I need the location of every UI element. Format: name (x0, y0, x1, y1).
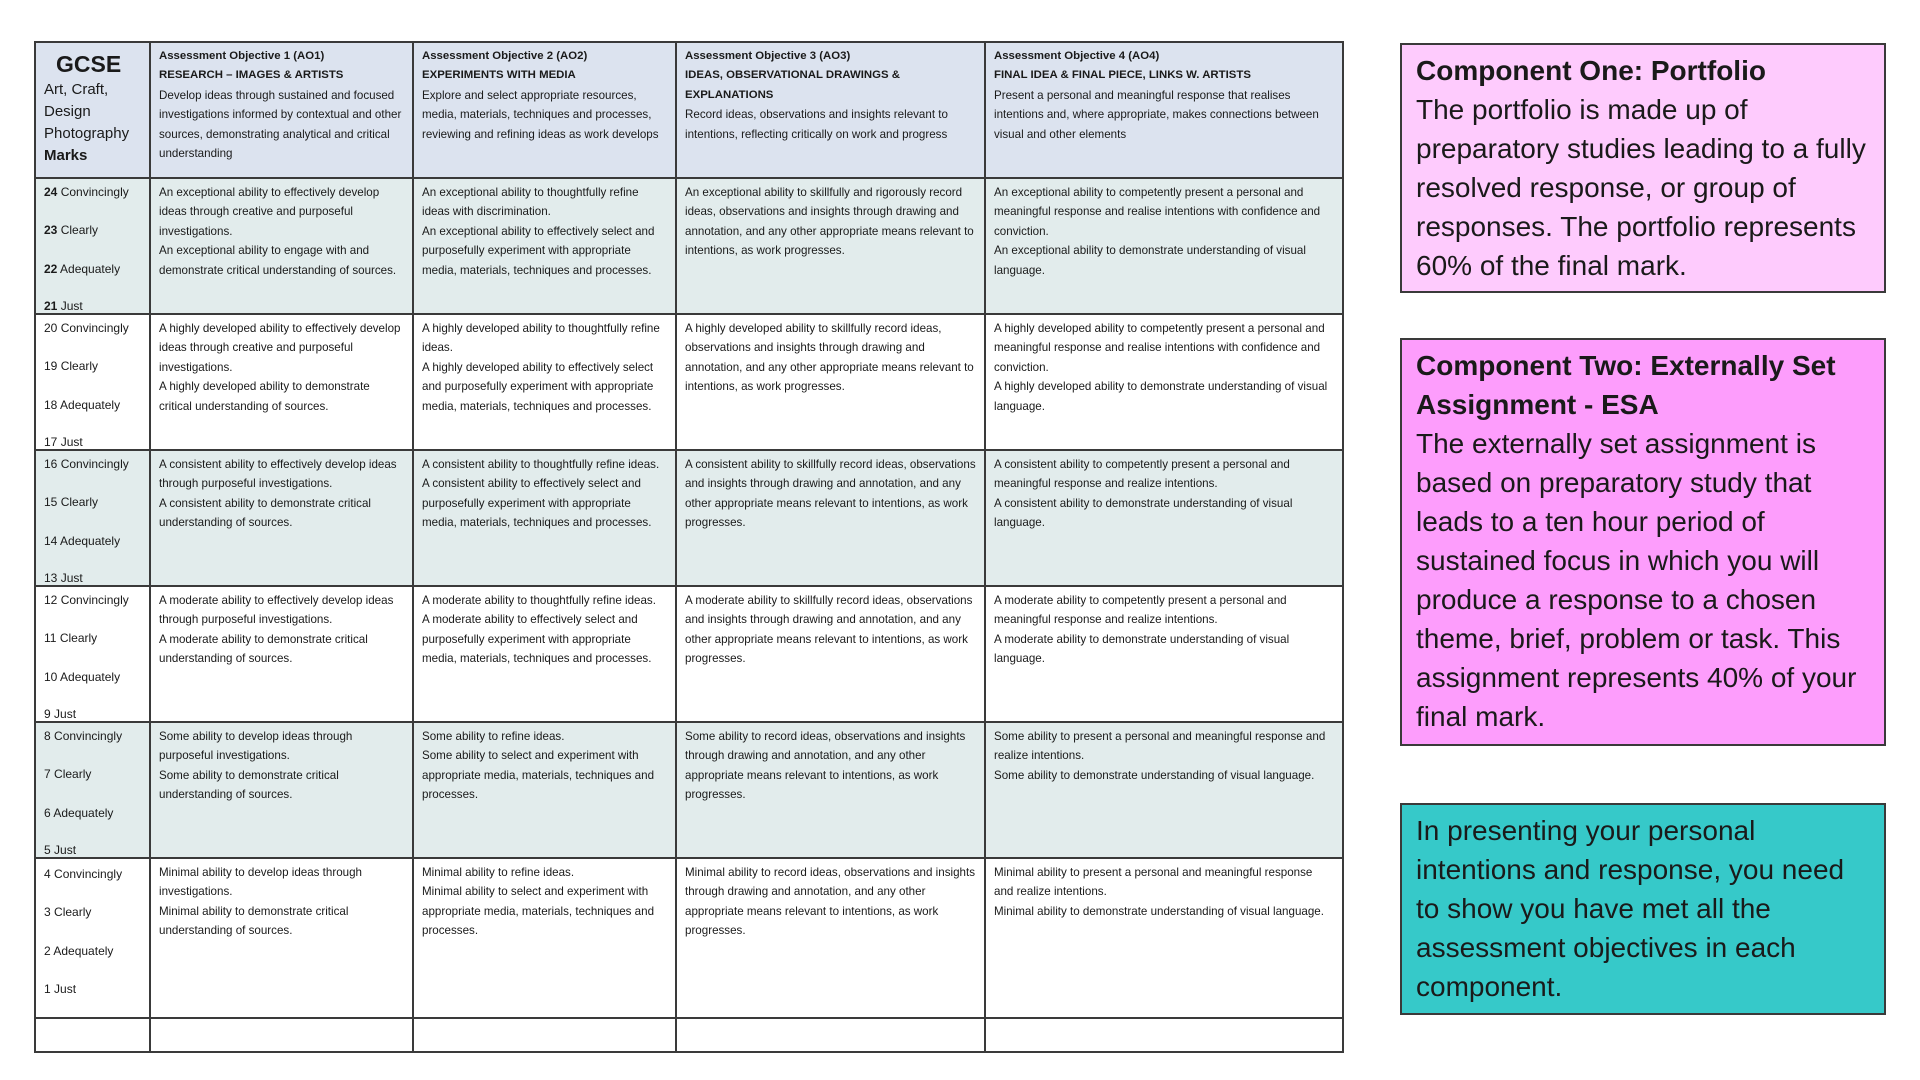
mark-level: 23 Clearly (44, 223, 99, 237)
ao4-descriptor: A moderate ability to competently present a personal and meaningful response and realize intentions. A moderate ability to demonstrate understanding of visual language. (985, 586, 1343, 722)
ao2-descriptor: Minimal ability to refine ideas. Minimal ability to select and experiment with appropriate media, materials, techniques and processes. (413, 858, 676, 1018)
ao2-descriptor: A consistent ability to thoughtfully refine ideas. A consistent ability to effectively select and purposefully experiment with appropriate media, materials, techniques and processes. (413, 450, 676, 586)
ao3-descriptor: An exceptional ability to skillfully and rigorously record ideas, observations and insights through drawing and annotation, and any other appropriate means relevant to intentions, as work progresses. (676, 178, 985, 314)
mark-level: 2 Adequately (44, 944, 114, 958)
ao1-subtitle: RESEARCH – IMAGES & ARTISTS (159, 69, 344, 82)
mark-level: 20 Convincingly (44, 321, 129, 335)
ao2-descriptor: A moderate ability to thoughtfully refine ideas. A moderate ability to effectively select and purposefully experiment with appropriate media, materials, techniques and processes. (413, 586, 676, 722)
mark-level: 15 Clearly (44, 495, 99, 509)
ao4-descriptor: An exceptional ability to competently present a personal and meaningful response and realise intentions with confidence and conviction. An exceptional ability to demonstrate understanding of visual language. (985, 178, 1343, 314)
ao3-descriptor: A moderate ability to skillfully record ideas, observations and insights through drawing and annotation, and any other appropriate means relevant to intentions, as work progresses. (676, 586, 985, 722)
mark-level: 10 Adequately (44, 670, 121, 684)
ao3-description: Record ideas, observations and insights relevant to intentions, reflecting critically on work and progress (685, 108, 948, 141)
ao2-description: Explore and select appropriate resources, media, materials, techniques and processes, reviewing and refining ideas as work develops (422, 88, 659, 141)
mark-level: 16 Convincingly (44, 457, 129, 471)
empty-cell (413, 1018, 676, 1052)
gcse-heading: GCSE (56, 51, 122, 77)
ao1-descriptor: Some ability to develop ideas through purposeful investigations. Some ability to demonstrate critical understanding of sources. (150, 722, 413, 858)
presenting-info-box (1400, 803, 1886, 1015)
ao1-descriptor: A moderate ability to effectively develop ideas through purposeful investigations. A moderate ability to demonstrate critical understanding of sources. (150, 586, 413, 722)
portfolio-body: The portfolio is made up of preparatory studies leading to a fully resolved response, or group of responses. The portfolio represents 60% of the final mark. (1416, 94, 1866, 281)
mark-range-cell (35, 178, 150, 314)
ao4-descriptor: A consistent ability to competently present a personal and meaningful response and realize intentions. A consistent ability to demonstrate understanding of visual language. (985, 450, 1343, 586)
gcse-corner-cell (35, 42, 150, 178)
mark-level: 7 Clearly (44, 767, 92, 781)
ao1-descriptor: A consistent ability to effectively develop ideas through purposeful investigations. A consistent ability to demonstrate critical understanding of sources. (150, 450, 413, 586)
esa-title: Component Two: Externally Set Assignment - ESA (1416, 350, 1836, 420)
ao4-header (985, 42, 1343, 178)
mark-range-cell (35, 722, 150, 858)
ao4-subtitle: FINAL IDEA & FINAL PIECE, LINKS W. ARTISTS (994, 69, 1251, 82)
ao3-descriptor: A highly developed ability to skillfully record ideas, observations and insights through drawing and annotation, and any other appropriate means relevant to intentions, as work progresses. (676, 314, 985, 450)
mark-band-row (35, 178, 1343, 314)
portfolio-title: Component One: Portfolio (1416, 55, 1766, 86)
subject-line-1: Art, Craft, (44, 81, 109, 98)
mark-level: 3 Clearly (44, 905, 92, 919)
presenting-body: In presenting your personal intentions and response, you need to show you have met all the assessment objectives in each component. (1416, 815, 1845, 1002)
mark-range-cell (35, 858, 150, 1018)
ao2-header (413, 42, 676, 178)
ao3-subtitle: IDEAS, OBSERVATIONAL DRAWINGS & EXPLANATIONS (685, 69, 900, 101)
mark-band-row (35, 586, 1343, 722)
ao1-descriptor: Minimal ability to develop ideas through investigations. Minimal ability to demonstrate critical understanding of sources. (150, 858, 413, 1018)
mark-level: 9 Just (44, 707, 77, 721)
ao4-description: Present a personal and meaningful response that realises intentions and, where appropriate, makes connections between visual and other elements (994, 88, 1319, 141)
rubric-header-row (35, 42, 1343, 178)
mark-level: 13 Just (44, 571, 83, 585)
empty-cell (985, 1018, 1343, 1052)
ao3-descriptor: Some ability to record ideas, observations and insights through drawing and annotation, and any other appropriate means relevant to intentions, as work progresses. (676, 722, 985, 858)
ao2-title: Assessment Objective 2 (AO2) (422, 50, 588, 62)
ao2-descriptor: An exceptional ability to thoughtfully refine ideas with discrimination. An exceptional ability to effectively select and purposefully experiment with appropriate media, materials, techniques and processes. (413, 178, 676, 314)
empty-cell (35, 1018, 150, 1052)
mark-level: 8 Convincingly (44, 729, 123, 743)
ao3-descriptor: A consistent ability to skillfully record ideas, observations and insights through drawing and annotation, and any other appropriate means relevant to intentions, as work progresses. (676, 450, 985, 586)
ao1-descriptor: A highly developed ability to effectively develop ideas through creative and purposeful investigations. A highly developed ability to demonstrate critical understanding of sources. (150, 314, 413, 450)
ao4-descriptor: Some ability to present a personal and meaningful response and realize intentions. Some ability to demonstrate understanding of visual language. (985, 722, 1343, 858)
ao1-descriptor: An exceptional ability to effectively develop ideas through creative and purposeful investigations. An exceptional ability to engage with and demonstrate critical understanding of sources. (150, 178, 413, 314)
ao2-subtitle: EXPERIMENTS WITH MEDIA (422, 69, 576, 82)
mark-range-cell (35, 586, 150, 722)
mark-level: 4 Convincingly (44, 867, 123, 881)
mark-level: 5 Just (44, 843, 77, 857)
ao4-title: Assessment Objective 4 (AO4) (994, 50, 1160, 62)
assessment-rubric-table (34, 41, 1344, 1053)
mark-range-cell (35, 314, 150, 450)
mark-band-row (35, 858, 1343, 1018)
mark-band-row (35, 722, 1343, 858)
ao2-descriptor: Some ability to refine ideas. Some ability to select and experiment with appropriate media, materials, techniques and processes. (413, 722, 676, 858)
empty-cell (150, 1018, 413, 1052)
mark-level: 21 Just (44, 299, 83, 313)
mark-level: 11 Clearly (44, 631, 98, 645)
esa-info-box (1400, 338, 1886, 746)
ao1-title: Assessment Objective 1 (AO1) (159, 50, 325, 62)
mark-level: 18 Adequately (44, 398, 121, 412)
ao4-descriptor: Minimal ability to present a personal and meaningful response and realize intentions. Minimal ability to demonstrate understanding of visual language. (985, 858, 1343, 1018)
subject-line-2: Design (44, 103, 91, 120)
mark-level: 6 Adequately (44, 806, 114, 820)
ao1-header (150, 42, 413, 178)
ao3-header (676, 42, 985, 178)
mark-level: 1 Just (44, 982, 77, 996)
mark-band-row (35, 450, 1343, 586)
ao3-title: Assessment Objective 3 (AO3) (685, 50, 851, 62)
mark-level: 19 Clearly (44, 359, 99, 373)
mark-level: 14 Adequately (44, 534, 121, 548)
portfolio-info-box (1400, 43, 1886, 293)
marks-heading: Marks (44, 147, 88, 164)
ao4-descriptor: A highly developed ability to competently present a personal and meaningful response and realise intentions with confidence and conviction. A highly developed ability to demonstrate understanding of visual language. (985, 314, 1343, 450)
subject-line-3: Photography (44, 125, 130, 142)
mark-band-row (35, 314, 1343, 450)
mark-level: 24 Convincingly (44, 185, 129, 199)
ao3-descriptor: Minimal ability to record ideas, observations and insights through drawing and annotation, and any other appropriate means relevant to intentions, as work progresses. (676, 858, 985, 1018)
mark-level: 17 Just (44, 435, 83, 449)
ao1-description: Develop ideas through sustained and focused investigations informed by contextual and other sources, demonstrating analytical and critical understanding (159, 88, 402, 161)
esa-body: The externally set assignment is based on preparatory study that leads to a ten hour period of sustained focus in which you will produce a response to a chosen theme, brief, problem or task. This assignment represents 40% of your final mark. (1416, 428, 1857, 732)
empty-cell (676, 1018, 985, 1052)
mark-level: 22 Adequately (44, 262, 121, 276)
mark-level: 12 Convincingly (44, 593, 129, 607)
empty-footer-row (35, 1018, 1343, 1052)
ao2-descriptor: A highly developed ability to thoughtfully refine ideas. A highly developed ability to effectively select and purposefully experiment with appropriate media, materials, techniques and processes. (413, 314, 676, 450)
mark-range-cell (35, 450, 150, 586)
